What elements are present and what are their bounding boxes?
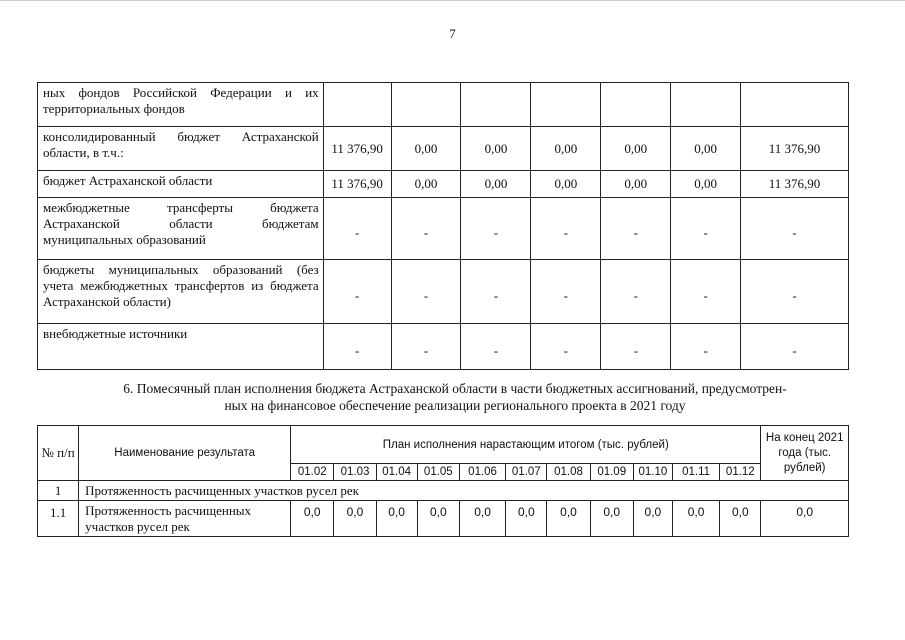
table1-cell-value: - [423, 287, 429, 303]
table1-cell [323, 83, 391, 127]
table1-cell-value: - [633, 224, 638, 240]
table1-cell [391, 198, 461, 260]
table1-cell [323, 324, 391, 370]
table1-cell [601, 127, 671, 171]
table1-cell-value: 0,00 [484, 140, 508, 156]
month-header: 01.10 [633, 464, 672, 481]
table1-cell [461, 127, 531, 171]
table1-cell-value: - [792, 287, 797, 303]
table1-cell-value: - [563, 287, 569, 303]
table1-row-label: консолидированный бюджет Астраханской области, в т.ч.: [38, 127, 324, 171]
table1-cell-value: 0,00 [554, 176, 578, 191]
table1-cell [671, 83, 741, 127]
table1-cell-value: 0,00 [414, 140, 438, 156]
header-num: № п/п [38, 426, 79, 481]
table1-cell-value: 0,00 [484, 176, 508, 191]
data-row-num: 1.1 [38, 501, 79, 537]
table1-cell-value: - [354, 287, 360, 303]
table1-cell [461, 171, 531, 198]
table1-cell-value: - [354, 342, 360, 358]
table1-cell [391, 83, 461, 127]
section-6-title [60, 380, 850, 414]
table1-row [38, 260, 849, 324]
month-header: 01.04 [376, 464, 417, 481]
section-6-title-line2: ных на финансовое обеспечение реализации регионального проекта в 2021 году [224, 398, 686, 413]
month-value: 0,0 [547, 501, 590, 537]
table1-cell-value: - [703, 342, 708, 358]
table1-cell [461, 260, 531, 324]
month-header: 01.05 [417, 464, 459, 481]
table1-cell [601, 83, 671, 127]
table1-cell-value: - [493, 342, 499, 358]
header-plan: План исполнения нарастающим итогом (тыс. рублей) [291, 426, 761, 464]
table1-cell [741, 127, 849, 171]
table1-cell [741, 83, 849, 127]
month-value: 0,0 [459, 501, 505, 537]
table1-cell-value: - [792, 224, 797, 240]
table1-cell-value: - [423, 342, 429, 358]
table1-row-label: бюджет Астраханской области [38, 171, 324, 198]
table1-cell-value: 11 376,90 [331, 176, 383, 191]
data-row-label: Протяженность расчищенных участков русел рек [79, 501, 291, 537]
table1-cell [671, 198, 741, 260]
table1-cell [323, 127, 391, 171]
month-value: 0,0 [590, 501, 633, 537]
table1-cell [391, 171, 461, 198]
month-value: 0,0 [633, 501, 672, 537]
table1-cell [531, 198, 601, 260]
table1-row [38, 171, 849, 198]
table1-cell-value: 0,00 [554, 140, 578, 156]
table1-cell [461, 83, 531, 127]
table1-cell-value: 0,00 [694, 140, 718, 156]
month-header: 01.11 [672, 464, 719, 481]
table1-row [38, 324, 849, 370]
table1-cell [461, 198, 531, 260]
table1-cell-value: - [563, 224, 569, 240]
table1-cell [391, 260, 461, 324]
table1-cell [531, 260, 601, 324]
month-value: 0,0 [334, 501, 376, 537]
scan-edge-line [0, 0, 905, 1]
table1-cell-value: - [563, 342, 569, 358]
table1-cell [671, 127, 741, 171]
table1-cell-value: - [703, 224, 708, 240]
month-header: 01.09 [590, 464, 633, 481]
table1-cell-value: 11 376,90 [331, 140, 383, 156]
month-value: 0,0 [720, 501, 761, 537]
table1-cell-value: - [792, 342, 797, 358]
table1-cell [601, 171, 671, 198]
table1-row-label: бюджеты муниципальных образований (без учета межбюджетных трансфертов из бюджета Астраханской области) [38, 260, 324, 324]
budget-sources-table [37, 82, 849, 370]
table1-cell-value: - [493, 224, 499, 240]
table1-cell [323, 198, 391, 260]
table1-cell [531, 171, 601, 198]
table1-cell-value: - [633, 287, 638, 303]
end-of-year-value: 0,0 [761, 501, 849, 537]
data-row [38, 501, 849, 537]
month-header: 01.08 [547, 464, 590, 481]
month-header: 01.06 [459, 464, 505, 481]
header-name: Наименование результата [79, 426, 291, 481]
table1-cell [323, 260, 391, 324]
month-header: 01.02 [291, 464, 334, 481]
table1-cell-value: 0,00 [414, 176, 438, 191]
month-value: 0,0 [506, 501, 547, 537]
month-header: 01.07 [506, 464, 547, 481]
month-value: 0,0 [417, 501, 459, 537]
table1-cell-value: 11 376,90 [768, 176, 821, 191]
month-value: 0,0 [672, 501, 719, 537]
table1-row-label: ных фондов Российской Федерации и их территориальных фондов [38, 83, 324, 127]
table1-cell-value: 0,00 [624, 176, 648, 191]
table1-cell [741, 171, 849, 198]
table1-cell-value: - [423, 224, 429, 240]
section-6-title-line1: 6. Помесячный план исполнения бюджета Астраханской области в части бюджетных ассигнований, предусмотрен- [123, 381, 787, 396]
table1-cell-value: 0,00 [694, 176, 718, 191]
table1-cell [741, 198, 849, 260]
group-row-num: 1 [38, 481, 79, 501]
table1-cell [601, 260, 671, 324]
month-header: 01.12 [720, 464, 761, 481]
table1-cell [671, 324, 741, 370]
header-end-of-year: На конец 2021 года (тыс. рублей) [761, 426, 849, 481]
month-value: 0,0 [291, 501, 334, 537]
group-row-label: Протяженность расчищенных участков русел рек [79, 481, 849, 501]
table1-cell [531, 127, 601, 171]
table1-cell [671, 171, 741, 198]
table1-cell-value: - [703, 287, 708, 303]
table1-cell [671, 260, 741, 324]
table1-cell [741, 260, 849, 324]
month-header: 01.03 [334, 464, 376, 481]
table1-cell [601, 198, 671, 260]
month-value: 0,0 [376, 501, 417, 537]
group-row [38, 481, 849, 501]
table1-cell [741, 324, 849, 370]
table1-cell [323, 171, 391, 198]
page-number: 7 [449, 26, 456, 41]
table1-cell [391, 127, 461, 171]
table1-row-label: внебюджетные источники [38, 324, 324, 370]
table1-cell [531, 83, 601, 127]
monthly-plan-table [37, 425, 849, 537]
table1-cell [531, 324, 601, 370]
table1-row-label: межбюджетные трансферты бюджета Астраханской области бюджетам муниципальных образований [38, 198, 324, 260]
table1-cell-value: 11 376,90 [768, 140, 821, 156]
table1-cell-value: 0,00 [624, 140, 648, 156]
table1-cell [391, 324, 461, 370]
table1-row [38, 127, 849, 171]
table1-row [38, 198, 849, 260]
table1-cell-value: - [633, 342, 638, 358]
table1-cell-value: - [493, 287, 499, 303]
table1-cell [461, 324, 531, 370]
table1-cell [601, 324, 671, 370]
table1-cell-value: - [354, 224, 360, 240]
table1-row [38, 83, 849, 127]
